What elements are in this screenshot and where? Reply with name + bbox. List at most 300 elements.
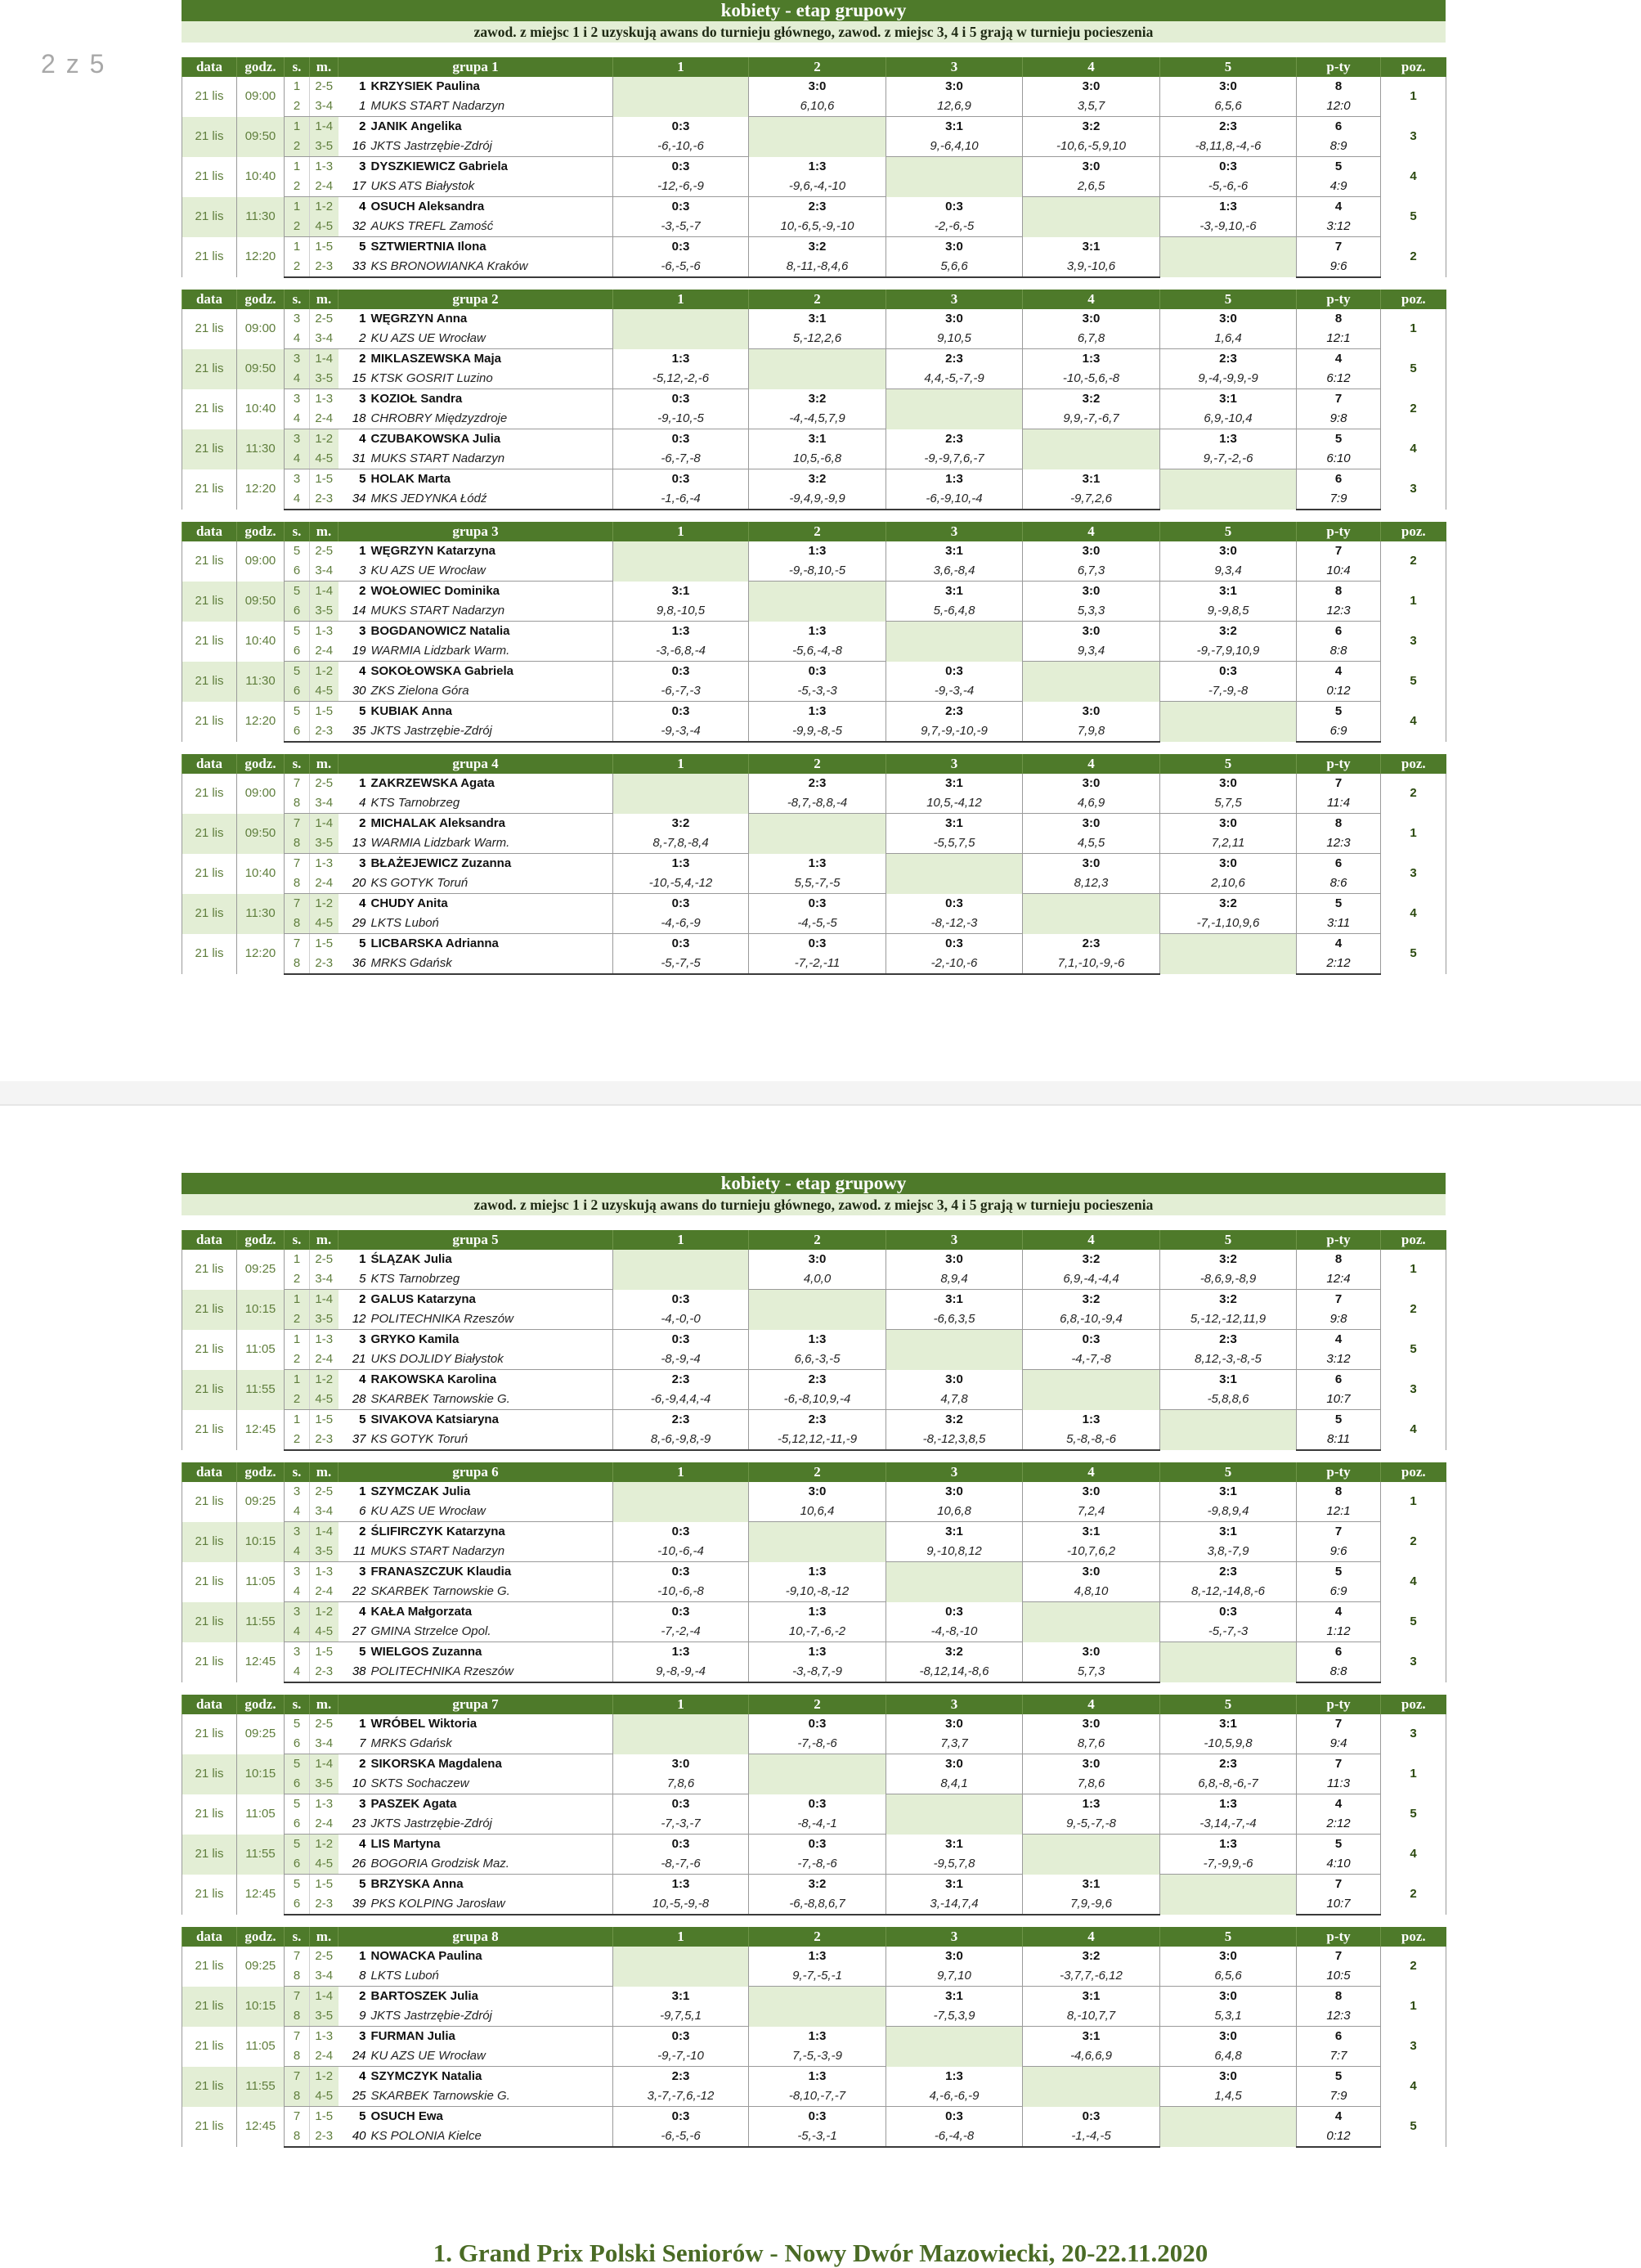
match-score: 0:3 [1160,662,1297,682]
points: 5 [1297,702,1381,722]
club-name: CHROBRY Międzyzdroje [370,411,508,425]
column-header: m. [310,1462,339,1482]
club-cell [339,1662,613,1682]
column-header: data [182,290,237,309]
player-position: 5 [359,1412,366,1426]
match-pair: 3-4 [310,1269,339,1290]
player-row [182,1835,1446,1855]
final-place: 2 [1381,774,1446,814]
match-score: 3:0 [749,1250,886,1269]
match-score: 3:0 [886,1482,1023,1502]
game-scores: -3,7,7,-6,12 [1023,1966,1160,1987]
sets-ratio: 3:12 [1297,217,1381,237]
self-cell [613,309,749,349]
match-score: 3:0 [1023,1562,1160,1583]
final-place: 5 [1381,2107,1446,2148]
self-cell [886,157,1023,197]
self-cell [749,1522,886,1562]
column-header: 4 [1023,57,1160,77]
player-cell [339,1250,613,1269]
points: 7 [1297,541,1381,561]
column-header: 4 [1023,754,1160,774]
final-place: 1 [1381,77,1446,117]
column-header: 5 [1160,1695,1297,1714]
sets-ratio: 12:3 [1297,2006,1381,2027]
match-score: 3:0 [1023,1754,1160,1775]
page-1 [0,0,1641,1083]
game-scores: -9,-10,-5 [613,409,749,429]
match-time: 10:40 [237,622,285,662]
seed-number: 14 [352,604,366,618]
club-cell [339,721,613,742]
points: 7 [1297,237,1381,258]
player-row-club [182,1734,1446,1754]
self-cell [749,1754,886,1794]
game-scores: 9,-6,4,10 [886,137,1023,157]
match-score: 3:1 [613,1987,749,2007]
club-cell [339,793,613,814]
game-scores: 3,-14,7,4 [886,1894,1023,1915]
player-row-club [182,217,1446,237]
match-pair: 1-3 [310,157,339,177]
column-header: 1 [613,1695,749,1714]
sets-ratio: 7:9 [1297,489,1381,510]
match-score: 0:3 [613,1835,749,1855]
match-score: 3:2 [1023,389,1160,410]
column-header: data [182,1462,237,1482]
game-scores: 3,-7,-7,6,-12 [613,2086,749,2107]
final-place: 4 [1381,1835,1446,1875]
final-place: 3 [1381,1370,1446,1410]
game-scores: 10,-5,-9,-8 [613,1894,749,1915]
column-header: 1 [613,1927,749,1947]
match-pair: 1-5 [310,1875,339,1895]
match-time: 11:55 [237,1370,285,1410]
game-scores: 6,9,-4,-4,4 [1023,1269,1160,1290]
match-time: 09:00 [237,77,285,117]
points: 5 [1297,429,1381,450]
table-number: 8 [285,954,310,974]
column-header: 4 [1023,1462,1160,1482]
player-cell [339,702,613,722]
game-scores: 12,6,9 [886,97,1023,117]
game-scores: -4,-7,-8 [1023,1350,1160,1370]
game-scores: 7,1,-10,-9,-6 [1023,954,1160,974]
match-score: 3:1 [1023,469,1160,490]
self-cell [886,622,1023,662]
match-score: 2:3 [1160,349,1297,370]
match-score: 1:3 [613,349,749,370]
table-number: 7 [285,2107,310,2127]
column-header: s. [285,290,310,309]
match-score: 1:3 [1023,1410,1160,1430]
club-name: KU AZS UE Wrocław [370,2049,486,2063]
table-number: 8 [285,833,310,854]
column-header: 5 [1160,57,1297,77]
match-score: 3:1 [886,1522,1023,1543]
column-header: s. [285,57,310,77]
game-scores: 6,5,6 [1160,97,1297,117]
table-number: 3 [285,1602,310,1623]
column-header: godz. [237,1927,285,1947]
column-header: 3 [886,754,1023,774]
club-cell [339,874,613,894]
player-row [182,1330,1446,1350]
club-cell [339,561,613,582]
match-score: 3:0 [1023,1482,1160,1502]
column-header: 2 [749,1462,886,1482]
match-score: 1:3 [749,1602,886,1623]
match-time: 11:30 [237,197,285,237]
match-date: 21 lis [182,1250,237,1290]
player-name: KUBIAK Anna [370,704,452,718]
game-scores: -8,-7,-6 [613,1854,749,1875]
game-scores: 8,7,6 [1023,1734,1160,1754]
game-scores: -3,-8,7,-9 [749,1662,886,1682]
match-score: 3:0 [886,1250,1023,1269]
match-time: 12:45 [237,2107,285,2148]
game-scores: -9,-3,-4 [613,721,749,742]
table-number: 6 [285,1854,310,1875]
sets-ratio: 2:12 [1297,954,1381,974]
match-pair: 1-5 [310,702,339,722]
column-header: 4 [1023,1695,1160,1714]
match-pair: 1-4 [310,349,339,370]
table-number: 3 [285,309,310,329]
match-score: 3:0 [886,1370,1023,1390]
match-pair: 3-4 [310,1966,339,1987]
points: 8 [1297,1250,1381,1269]
match-date: 21 lis [182,854,237,894]
club-cell [339,449,613,469]
final-place: 1 [1381,1754,1446,1794]
game-scores: 7,2,4 [1023,1502,1160,1522]
match-score: 3:1 [1023,1875,1160,1895]
match-score: 1:3 [749,1562,886,1583]
match-score: 1:3 [1023,349,1160,370]
match-time: 12:20 [237,934,285,975]
match-pair: 1-5 [310,469,339,490]
game-scores: -10,-5,6,-8 [1023,369,1160,389]
group-table [182,1695,1446,1915]
match-score: 0:3 [886,2107,1023,2127]
self-cell [749,582,886,622]
club-cell [339,329,613,349]
player-name: BRZYSKA Anna [370,1877,464,1891]
points: 8 [1297,582,1381,602]
match-score: 3:1 [886,582,1023,602]
player-name: ZAKRZEWSKA Agata [370,776,495,790]
player-cell [339,1290,613,1310]
game-scores: 6,7,8 [1023,329,1160,349]
club-cell [339,1542,613,1562]
player-position: 2 [359,119,366,133]
player-row [182,854,1446,874]
match-date: 21 lis [182,1875,237,1915]
column-header: 1 [613,1462,749,1482]
match-time: 10:15 [237,1290,285,1330]
sets-ratio: 10:7 [1297,1894,1381,1915]
game-scores: -5,12,12,-11,-9 [749,1430,886,1450]
match-date: 21 lis [182,662,237,702]
column-header: 4 [1023,1230,1160,1250]
points: 5 [1297,1410,1381,1430]
game-scores: -6,-7,-8 [613,449,749,469]
game-scores: 9,7,10 [886,1966,1023,1987]
table-number: 2 [285,1430,310,1450]
match-score: 3:0 [1160,854,1297,874]
sets-ratio: 8:11 [1297,1430,1381,1450]
section-subtitle: zawod. z miejsc 1 i 2 uzyskują awans do turnieju głównego, zawod. z miejsc 3, 4 i 5 grają w turnieju pocieszenia [182,1194,1446,1217]
player-position: 4 [359,664,366,678]
match-score: 0:3 [613,157,749,177]
match-time: 09:50 [237,814,285,854]
final-place: 3 [1381,1642,1446,1683]
column-header: poz. [1381,1927,1446,1947]
game-scores: -9,-3,-4 [886,681,1023,702]
player-row [182,1290,1446,1310]
match-pair: 1-4 [310,1290,339,1310]
game-scores: 3,9,-10,6 [1023,257,1160,277]
match-score: 3:2 [749,469,886,490]
club-cell [339,1814,613,1835]
match-score: 3:1 [886,1835,1023,1855]
player-row [182,469,1446,490]
group-header-row [182,1230,1446,1250]
match-pair: 2-4 [310,177,339,197]
match-score: 1:3 [749,2027,886,2047]
group-header-row [182,290,1446,309]
game-scores: 10,5,-4,12 [886,793,1023,814]
table-number: 3 [285,1562,310,1583]
table-number: 8 [285,793,310,814]
match-score: 3:1 [1023,1987,1160,2007]
group-table [182,1927,1446,2148]
table-number: 3 [285,1522,310,1543]
match-score: 3:1 [886,774,1023,793]
self-cell [1160,2107,1297,2148]
final-place: 2 [1381,1947,1446,1987]
game-scores: -4,-4,5,7,9 [749,409,886,429]
seed-number: 16 [352,139,366,153]
player-name: MIKLASZEWSKA Maja [370,352,501,366]
game-scores: -4,-0,-0 [613,1309,749,1330]
seed-number: 11 [352,1544,366,1558]
player-position: 3 [359,1565,366,1579]
sets-ratio: 10:4 [1297,561,1381,582]
player-cell [339,1947,613,1966]
sets-ratio: 8:6 [1297,874,1381,894]
match-score: 3:0 [1160,1947,1297,1966]
player-row [182,1250,1446,1269]
table-number: 4 [285,1502,310,1522]
table-number: 4 [285,1542,310,1562]
player-cell [339,1522,613,1543]
player-position: 3 [359,624,366,638]
match-pair: 1-3 [310,1330,339,1350]
match-date: 21 lis [182,157,237,197]
group-header-row [182,522,1446,541]
match-score: 3:2 [886,1642,1023,1663]
final-place: 1 [1381,1987,1446,2027]
game-scores: -5,12,-2,-6 [613,369,749,389]
match-pair: 1-2 [310,1370,339,1390]
match-pair: 2-4 [310,2046,339,2067]
table-number: 5 [285,702,310,722]
match-time: 11:05 [237,1330,285,1370]
match-score: 1:3 [749,702,886,722]
table-number: 8 [285,1966,310,1987]
sets-ratio: 9:8 [1297,409,1381,429]
player-row [182,702,1446,722]
table-number: 5 [285,1754,310,1775]
seed-number: 27 [352,1624,366,1638]
column-header: grupa 2 [339,290,613,309]
match-score: 1:3 [1160,1835,1297,1855]
game-scores: 8,-7,8,-8,4 [613,833,749,854]
game-scores: -6,6,3,5 [886,1309,1023,1330]
match-score: 0:3 [749,1794,886,1815]
player-name: SZYMCZAK Julia [370,1484,471,1498]
player-position: 1 [359,1717,366,1731]
player-row [182,1714,1446,1734]
match-pair: 2-3 [310,721,339,742]
match-pair: 1-5 [310,1410,339,1430]
match-date: 21 lis [182,1835,237,1875]
player-row [182,582,1446,602]
match-date: 21 lis [182,894,237,934]
groups-container [182,1230,1446,2148]
final-place: 3 [1381,469,1446,510]
sets-ratio: 9:6 [1297,257,1381,277]
game-scores: -9,4,9,-9,9 [749,489,886,510]
game-scores: -8,12,14,-8,6 [886,1662,1023,1682]
match-date: 21 lis [182,2067,237,2107]
column-header: godz. [237,57,285,77]
game-scores: -8,-4,-1 [749,1814,886,1835]
match-score: 0:3 [1160,157,1297,177]
player-name: RAKOWSKA Karolina [370,1372,497,1386]
table-number: 5 [285,1875,310,1895]
match-score: 3:0 [1023,622,1160,642]
table-number: 1 [285,77,310,97]
club-name: BOGORIA Grodzisk Maz. [370,1857,509,1871]
club-cell [339,2086,613,2107]
group-table [182,290,1446,510]
match-score: 0:3 [613,702,749,722]
player-position: 3 [359,856,366,870]
game-scores: 9,-8,-9,-4 [613,1662,749,1682]
match-score: 0:3 [749,1714,886,1734]
club-name: KTS Tarnobrzeg [370,796,460,810]
self-cell [886,1794,1023,1835]
club-cell [339,601,613,622]
column-header: 2 [749,290,886,309]
club-name: KS GOTYK Toruń [370,1432,469,1446]
section-title: kobiety - etap grupowy [182,1173,1446,1194]
player-cell [339,2027,613,2047]
self-cell [1160,469,1297,510]
match-pair: 1-3 [310,2027,339,2047]
player-name: FRANASZCZUK Klaudia [370,1565,512,1579]
player-position: 4 [359,2069,366,2083]
player-position: 4 [359,1605,366,1619]
player-row [182,1754,1446,1775]
game-scores: 2,10,6 [1160,874,1297,894]
final-place: 4 [1381,2067,1446,2107]
match-pair: 1-5 [310,2107,339,2127]
column-header: 3 [886,522,1023,541]
game-scores: -6,-9,10,-4 [886,489,1023,510]
match-score: 1:3 [613,622,749,642]
match-score: 3:0 [1023,814,1160,834]
match-score: 3:0 [1160,2067,1297,2087]
table-number: 5 [285,662,310,682]
match-score: 3:0 [1160,774,1297,793]
match-score: 2:3 [886,429,1023,450]
match-pair: 1-4 [310,1987,339,2007]
player-row [182,237,1446,258]
points: 5 [1297,2067,1381,2087]
match-pair: 1-2 [310,1835,339,1855]
match-pair: 3-5 [310,601,339,622]
self-cell [1160,1410,1297,1451]
column-header: m. [310,1695,339,1714]
table-number: 7 [285,894,310,914]
self-cell [749,814,886,854]
player-row [182,1794,1446,1815]
club-cell [339,177,613,197]
game-scores: 6,8,-8,-6,-7 [1160,1774,1297,1794]
match-pair: 1-3 [310,389,339,410]
match-date: 21 lis [182,1794,237,1835]
table-number: 7 [285,814,310,834]
group-table [182,57,1446,278]
match-pair: 3-4 [310,1734,339,1754]
player-position: 4 [359,1372,366,1386]
sets-ratio: 6:12 [1297,369,1381,389]
player-row [182,541,1446,561]
club-cell [339,641,613,662]
table-number: 1 [285,1370,310,1390]
column-header: m. [310,1230,339,1250]
sets-ratio: 3:12 [1297,1350,1381,1370]
match-score: 3:1 [1160,1482,1297,1502]
match-score: 3:1 [1023,1522,1160,1543]
player-row-club [182,409,1446,429]
self-cell [1023,894,1160,934]
player-row-club [182,874,1446,894]
column-header: godz. [237,754,285,774]
final-place: 4 [1381,429,1446,469]
column-header: 5 [1160,290,1297,309]
points: 8 [1297,309,1381,329]
table-number: 8 [285,914,310,934]
player-name: WOŁOWIEC Dominika [370,584,500,598]
match-date: 21 lis [182,1947,237,1987]
game-scores: -5,-6,-6 [1160,177,1297,197]
points: 4 [1297,934,1381,954]
column-header: 1 [613,1230,749,1250]
player-name: SOKOŁOWSKA Gabriela [370,664,513,678]
final-place: 1 [1381,1250,1446,1290]
table-number: 2 [285,1309,310,1330]
player-cell [339,157,613,177]
match-date: 21 lis [182,2027,237,2067]
column-header: 5 [1160,522,1297,541]
club-cell [339,2006,613,2027]
column-header: p-ty [1297,1462,1381,1482]
